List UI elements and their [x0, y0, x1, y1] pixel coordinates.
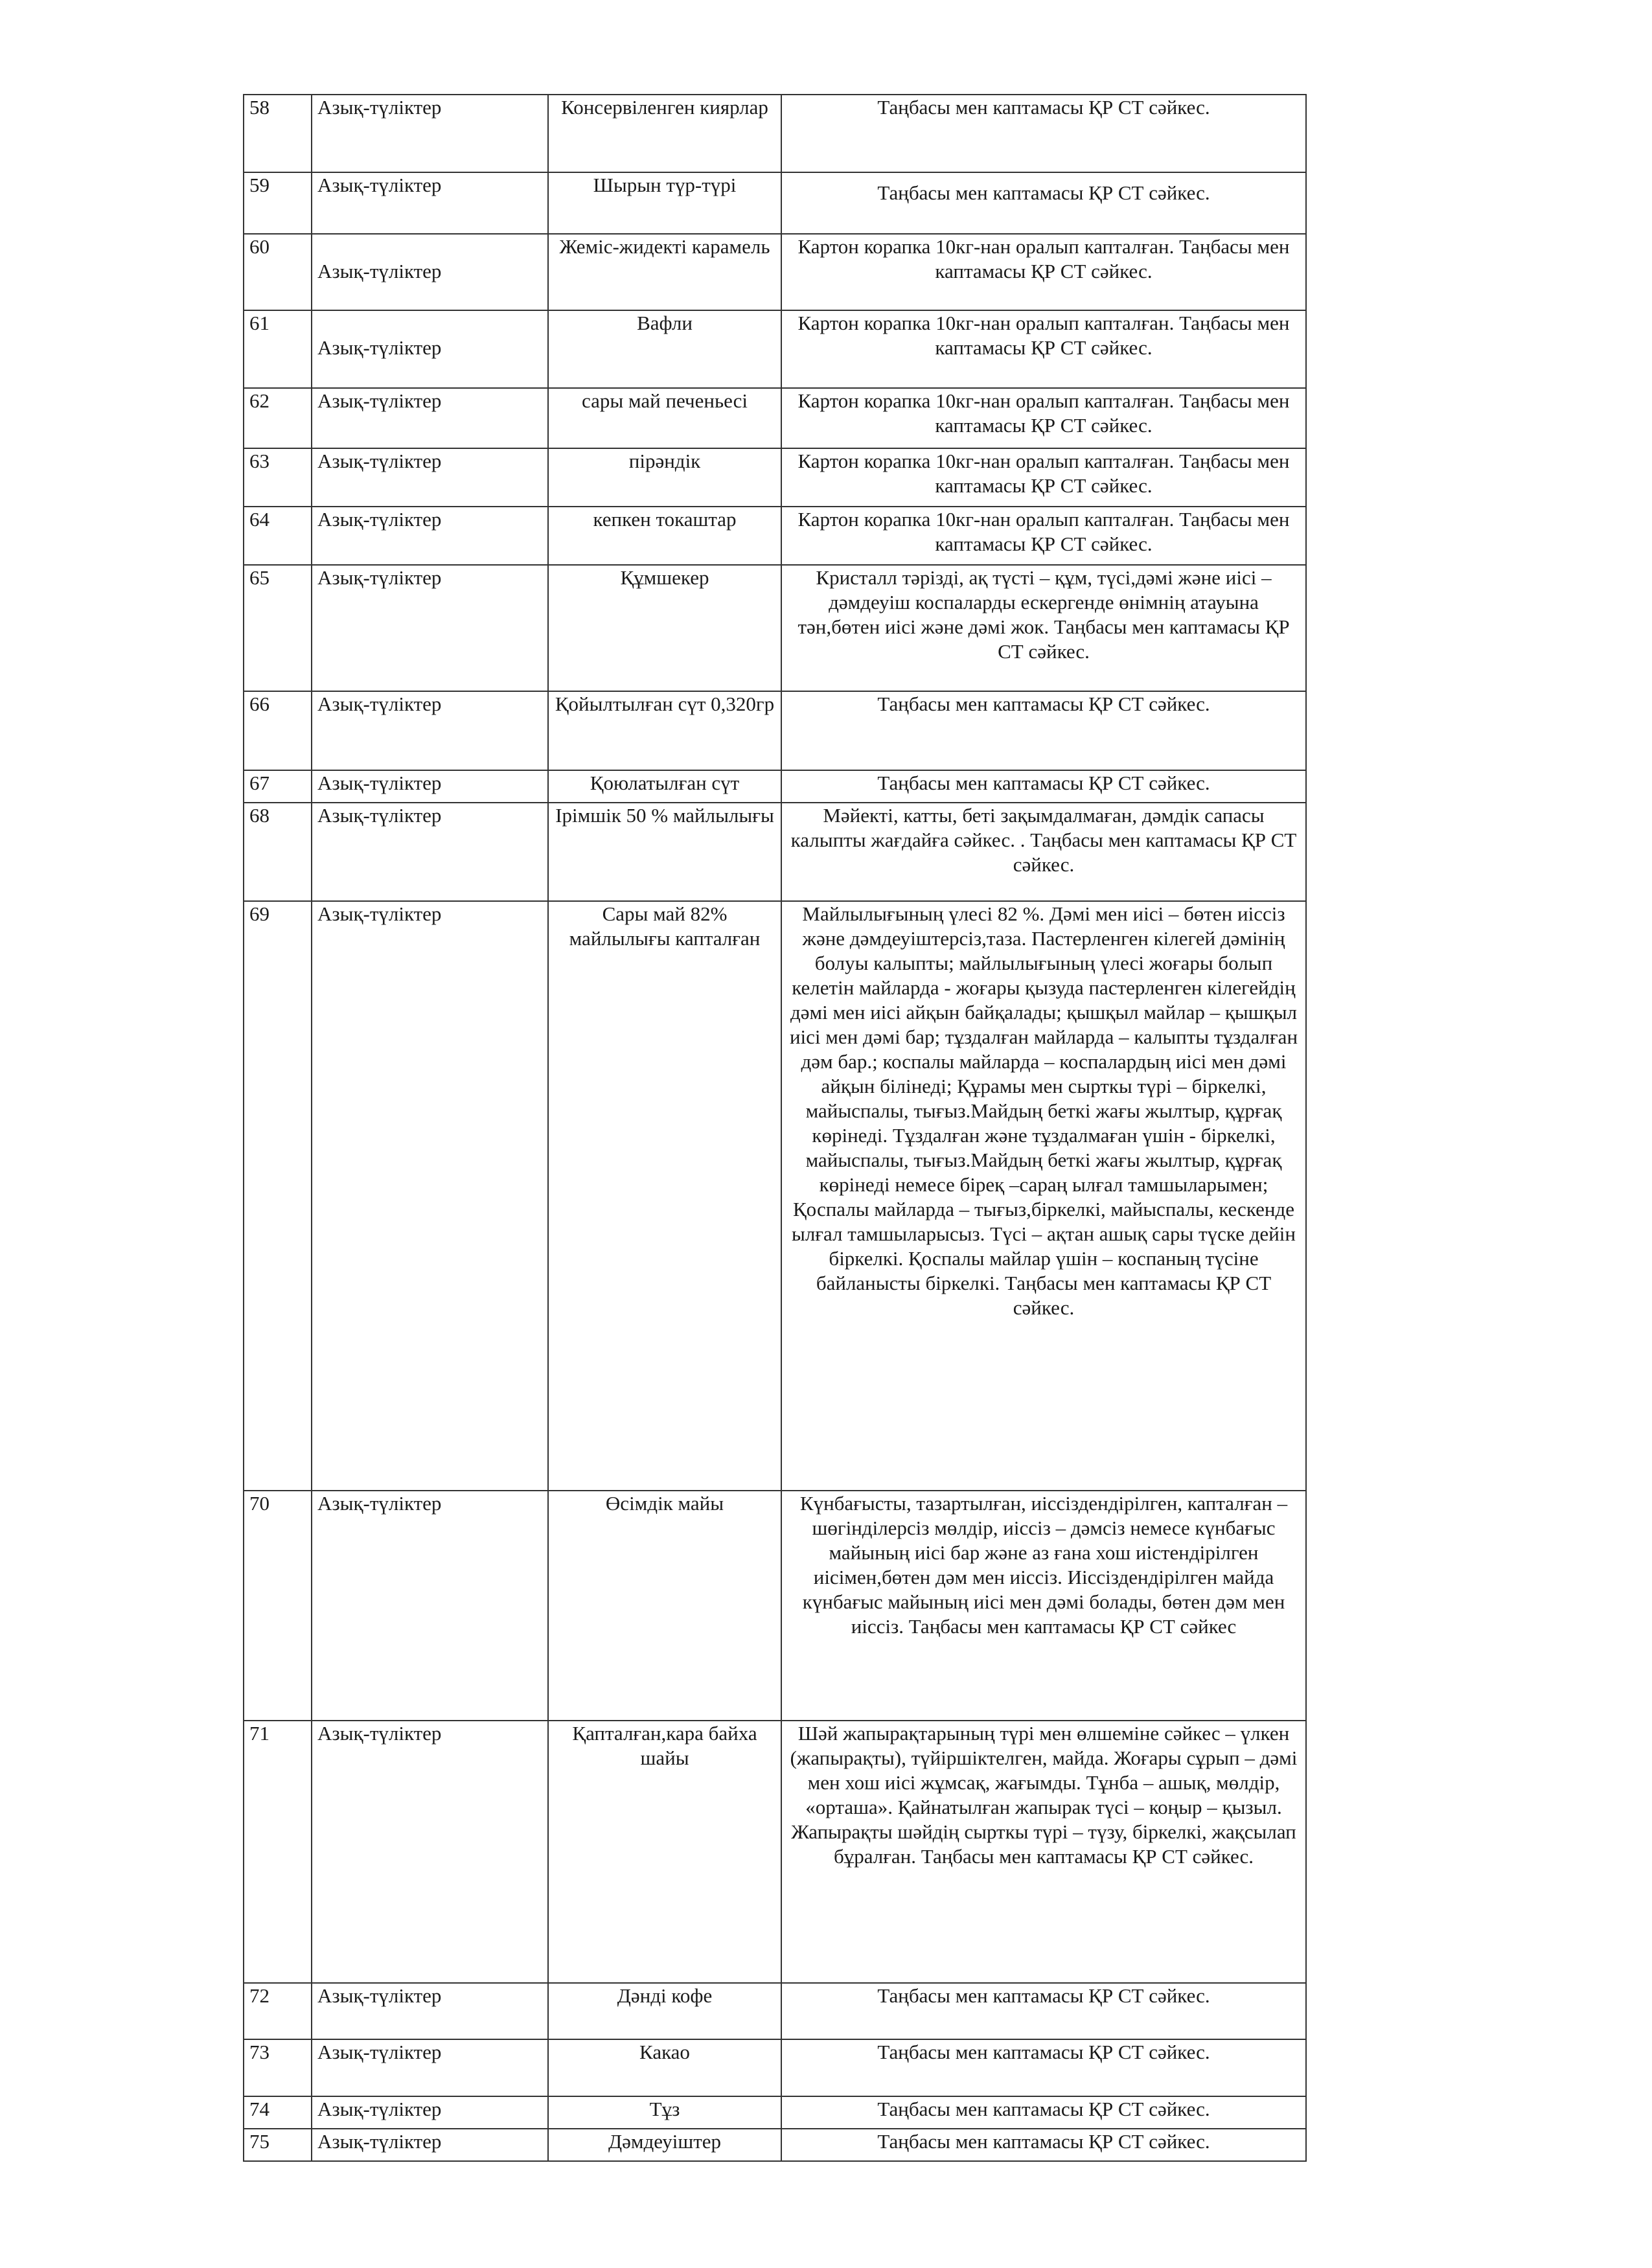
row-description: Таңбасы мен каптамасы ҚР СТ сәйкес.: [781, 2096, 1306, 2129]
row-category: Азық-түліктер: [312, 770, 548, 803]
row-category: Азық-түліктер: [312, 388, 548, 448]
row-category: Азық-түліктер: [312, 95, 548, 172]
row-description: Таңбасы мен каптамасы ҚР СТ сәйкес.: [781, 770, 1306, 803]
row-product: Сары май 82% майлылығы капталған: [548, 901, 781, 1491]
row-number: 68: [244, 803, 312, 901]
table-row: [244, 310, 1306, 388]
table-row: [244, 1983, 1306, 2039]
row-product: Дәмдеуіштер: [548, 2129, 781, 2161]
row-product: Ірімшік 50 % майлылығы: [548, 803, 781, 901]
row-description: Таңбасы мен каптамасы ҚР СТ сәйкес.: [781, 2129, 1306, 2161]
row-number: 64: [244, 507, 312, 565]
row-product: Жеміс-жидекті карамель: [548, 234, 781, 310]
row-number: 65: [244, 565, 312, 691]
row-category: Азық-түліктер: [312, 1491, 548, 1721]
row-number: 66: [244, 691, 312, 770]
table-row: [244, 2096, 1306, 2129]
row-product: Құмшекер: [548, 565, 781, 691]
row-product: Қойылтылған сүт 0,320гр: [548, 691, 781, 770]
row-product: Өсімдік майы: [548, 1491, 781, 1721]
table-row: [244, 507, 1306, 565]
row-category: Азық-түліктер: [312, 448, 548, 507]
row-description: Картон корапка 10кг-нан оралып капталған. Таңбасы мен каптамасы ҚР СТ сәйкес.: [781, 234, 1306, 310]
row-number: 58: [244, 95, 312, 172]
row-number: 70: [244, 1491, 312, 1721]
row-number: 75: [244, 2129, 312, 2161]
row-category: Азық-түліктер: [312, 2096, 548, 2129]
row-number: 71: [244, 1721, 312, 1983]
row-product: Қоюлатылған сүт: [548, 770, 781, 803]
row-product: сары май печеньесі: [548, 388, 781, 448]
row-category: Азық-түліктер: [312, 803, 548, 901]
row-product: Вафли: [548, 310, 781, 388]
row-number: 74: [244, 2096, 312, 2129]
row-category: Азық-түліктер: [312, 1983, 548, 2039]
row-description: Кристалл тәрізді, ақ түсті – құм, түсі,дәмі және иісі – дәмдеуіш коспаларды ескергенде өнімнің атауына тән,бөтен иісі және дәмі жок. Таңбасы мен каптамасы ҚР СТ сәйкес.: [781, 565, 1306, 691]
row-description: Картон корапка 10кг-нан оралып капталған. Таңбасы мен каптамасы ҚР СТ сәйкес.: [781, 448, 1306, 507]
row-number: 72: [244, 1983, 312, 2039]
table-row: [244, 770, 1306, 803]
table-row: [244, 234, 1306, 310]
row-product: Қапталған,кара байха шайы: [548, 1721, 781, 1983]
row-category: Азық-түліктер: [312, 234, 548, 310]
row-product: Дәнді кофе: [548, 1983, 781, 2039]
product-spec-table: [243, 94, 1307, 2162]
row-number: 61: [244, 310, 312, 388]
row-number: 69: [244, 901, 312, 1491]
table-row: [244, 2129, 1306, 2161]
table-row: [244, 172, 1306, 234]
row-description: Майлылығының үлесі 82 %. Дәмі мен иісі – бөтен иіссіз және дәмдеуіштерсіз,таза. Пастерленген кілегей дәмінің болуы калыпты; майлылығының үлесі жоғары болып келетін майларда - жоғары қызуда пастерленген кілегейдің дәмі мен иісі айқын байқалады; қышқыл майлар – қышқыл иісі мен дәмі бар; тұздалған майларда – калыпты тұздалған дәм бар.; коспалы майларда – коспалардың иісі мен дәмі айқын білінеді; Құрамы мен сырткы түрі – біркелкі, майыспалы, тығыз.Майдың беткі жағы жылтыр, құрғақ көрінеді. Тұздалған және тұздалмаған үшін - біркелкі, майыспалы, тығыз.Майдың беткі жағы жылтыр, құрғақ көрінеді немесе біреқ –сараң ылғал тамшыларымен; Қоспалы майларда – тығыз,біркелкі, майыспалы, кескенде ылғал тамшыларысыз. Түсі – ақтан ашық сары түске дейін біркелкі. Қоспалы майлар үшін – коспаның түсіне байланысты біркелкі. Таңбасы мен каптамасы ҚР СТ сәйкес.: [781, 901, 1306, 1491]
row-product: пірәндік: [548, 448, 781, 507]
row-description: Таңбасы мен каптамасы ҚР СТ сәйкес.: [781, 1983, 1306, 2039]
row-description: Картон корапка 10кг-нан оралып капталған. Таңбасы мен каптамасы ҚР СТ сәйкес.: [781, 507, 1306, 565]
row-category: Азық-түліктер: [312, 172, 548, 234]
row-product: Консервіленген киярлар: [548, 95, 781, 172]
row-description: Таңбасы мен каптамасы ҚР СТ сәйкес.: [781, 172, 1306, 234]
row-category: Азық-түліктер: [312, 565, 548, 691]
table-row: [244, 2039, 1306, 2096]
row-category: Азық-түліктер: [312, 507, 548, 565]
row-category: Азық-түліктер: [312, 2039, 548, 2096]
row-number: 73: [244, 2039, 312, 2096]
row-description: Мәйекті, катты, беті зақымдалмаған, дәмдік сапасы калыпты жағдайға сәйкес. . Таңбасы мен каптамасы ҚР СТ сәйкес.: [781, 803, 1306, 901]
row-category: Азық-түліктер: [312, 901, 548, 1491]
table-row: [244, 803, 1306, 901]
row-description: Таңбасы мен каптамасы ҚР СТ сәйкес.: [781, 2039, 1306, 2096]
table-row: [244, 448, 1306, 507]
row-description: Таңбасы мен каптамасы ҚР СТ сәйкес.: [781, 95, 1306, 172]
table-row: [244, 565, 1306, 691]
row-number: 59: [244, 172, 312, 234]
row-description: Шәй жапырақтарының түрі мен өлшеміне сәйкес – үлкен (жапырақты), түйіршіктелген, майда. Жоғары сұрып – дәмі мен хош иісі жұмсақ, жағымды. Тұнба – ашық, мөлдір, «орташа». Қайнатылған жапырак түсі – коңыр – қызыл. Жапырақты шәйдің сырткы түрі – түзу, біркелкі, жақсылап бұралған. Таңбасы мен каптамасы ҚР СТ сәйкес.: [781, 1721, 1306, 1983]
row-product: Какао: [548, 2039, 781, 2096]
row-product: кепкен токаштар: [548, 507, 781, 565]
row-number: 67: [244, 770, 312, 803]
row-description: Таңбасы мен каптамасы ҚР СТ сәйкес.: [781, 691, 1306, 770]
table-row: [244, 691, 1306, 770]
row-category: Азық-түліктер: [312, 1721, 548, 1983]
row-category: Азық-түліктер: [312, 2129, 548, 2161]
row-product: Шырын түр-түрі: [548, 172, 781, 234]
table-row: [244, 901, 1306, 1491]
row-number: 60: [244, 234, 312, 310]
table-row: [244, 388, 1306, 448]
row-description: Картон корапка 10кг-нан оралып капталған. Таңбасы мен каптамасы ҚР СТ сәйкес.: [781, 310, 1306, 388]
table-row: [244, 1491, 1306, 1721]
row-number: 63: [244, 448, 312, 507]
table-body: [244, 95, 1306, 2161]
table-row: [244, 1721, 1306, 1983]
row-category: Азық-түліктер: [312, 310, 548, 388]
row-number: 62: [244, 388, 312, 448]
table-row: [244, 95, 1306, 172]
row-description: Күнбағысты, тазартылған, иіссіздендірілген, капталған – шөгінділерсіз мөлдір, иіссіз – дәмсіз немесе күнбағыс майының иісі бар және аз ғана хош иістендірілген иісімен,бөтен дәм мен иіссіз. Иіссіздендірілген майда күнбағыс майының иісі мен дәмі болады, бөтен дәм мен иіссіз. Таңбасы мен каптамасы ҚР СТ сәйкес: [781, 1491, 1306, 1721]
row-category: Азық-түліктер: [312, 691, 548, 770]
row-description: Картон корапка 10кг-нан оралып капталған. Таңбасы мен каптамасы ҚР СТ сәйкес.: [781, 388, 1306, 448]
row-product: Тұз: [548, 2096, 781, 2129]
